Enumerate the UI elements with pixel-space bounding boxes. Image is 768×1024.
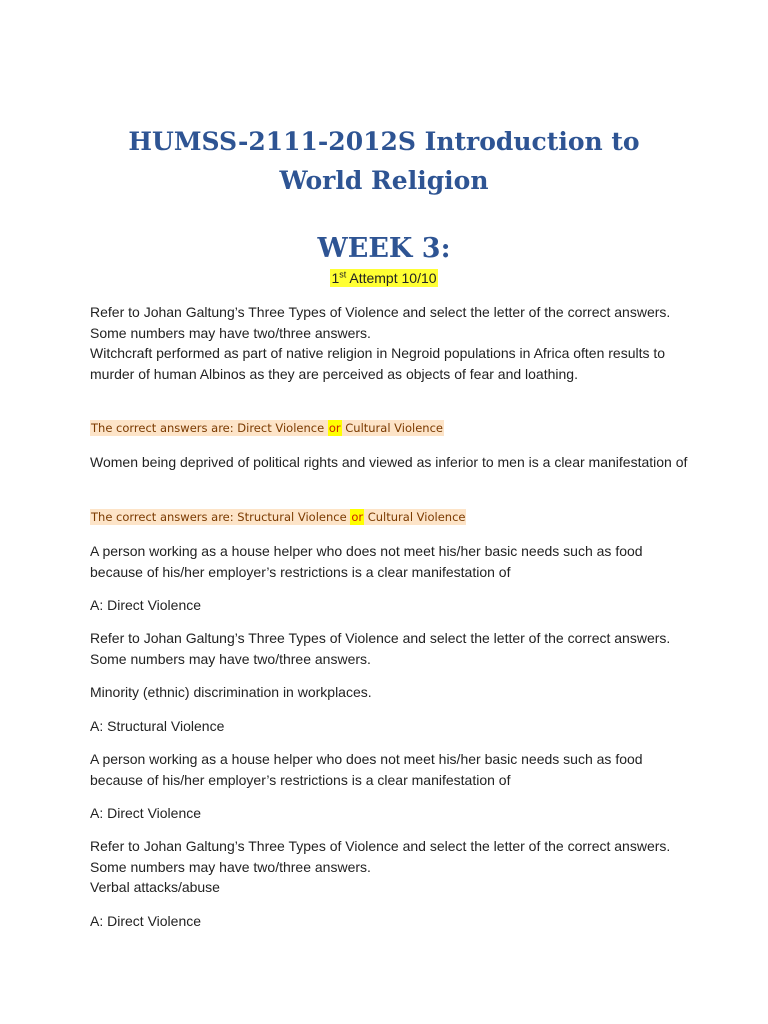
answer-line-3: A: Direct Violence bbox=[90, 597, 202, 613]
instruction-text: Refer to Johan Galtung’s Three Types of Violence and select the letter of the correct answers. Some numbers may have two/three answers. bbox=[90, 630, 671, 667]
answer-prefix: The correct answers are: Structural Violence bbox=[91, 510, 351, 524]
question-text: Witchcraft performed as part of native religion in Negroid populations in Africa often results to murder of human Albinos as they are perceived as objects of fear and loathing. bbox=[90, 345, 666, 382]
question-block-2 bbox=[90, 452, 690, 473]
question-block-1 bbox=[90, 302, 690, 384]
correct-answer-2 bbox=[90, 508, 466, 526]
answer-highlight bbox=[90, 509, 466, 525]
question-block-5 bbox=[90, 749, 690, 790]
attempt-highlight bbox=[330, 269, 437, 287]
question-text: A person working as a house helper who does not meet his/her basic needs such as food because of his/her employer’s restrictions is a clear manifestation of bbox=[90, 751, 643, 788]
question-text: Women being deprived of political rights and viewed as inferior to men is a clear manifestation of bbox=[90, 454, 688, 470]
question-block-3 bbox=[90, 541, 690, 582]
answer-highlight bbox=[90, 420, 444, 436]
answer-suffix: Cultural Violence bbox=[364, 510, 466, 524]
week-heading: WEEK 3: bbox=[317, 233, 451, 264]
instruction-text: Refer to Johan Galtung’s Three Types of Violence and select the letter of the correct answers. Some numbers may have two/three answers. bbox=[90, 304, 671, 341]
question-block-6 bbox=[90, 836, 690, 898]
document-title: HUMSS-2111-2012S Introduction to World Religion bbox=[128, 127, 640, 195]
answer-or: or bbox=[328, 421, 341, 435]
attempt-score: Attempt 10/10 bbox=[346, 270, 437, 286]
instruction-text: Refer to Johan Galtung’s Three Types of Violence and select the letter of the correct answers. Some numbers may have two/three answers. bbox=[90, 838, 671, 875]
correct-answer-1 bbox=[90, 419, 444, 437]
question-text-4: Minority (ethnic) discrimination in workplaces. bbox=[90, 684, 372, 700]
attempt-line bbox=[90, 268, 678, 288]
answer-line-4: A: Structural Violence bbox=[90, 718, 225, 734]
question-text: Verbal attacks/abuse bbox=[90, 879, 220, 895]
question-text: A person working as a house helper who does not meet his/her basic needs such as food because of his/her employer’s restrictions is a clear manifestation of bbox=[90, 543, 643, 580]
question-block-4 bbox=[90, 628, 690, 669]
answer-line-6: A: Direct Violence bbox=[90, 913, 202, 929]
answer-line-5: A: Direct Violence bbox=[90, 805, 202, 821]
answer-or: or bbox=[351, 510, 364, 524]
answer-suffix: Cultural Violence bbox=[341, 421, 443, 435]
answer-prefix: The correct answers are: Direct Violence bbox=[91, 421, 328, 435]
attempt-ordinal: 1 bbox=[331, 270, 340, 286]
attempt-ordinal-suffix: st bbox=[339, 269, 347, 280]
